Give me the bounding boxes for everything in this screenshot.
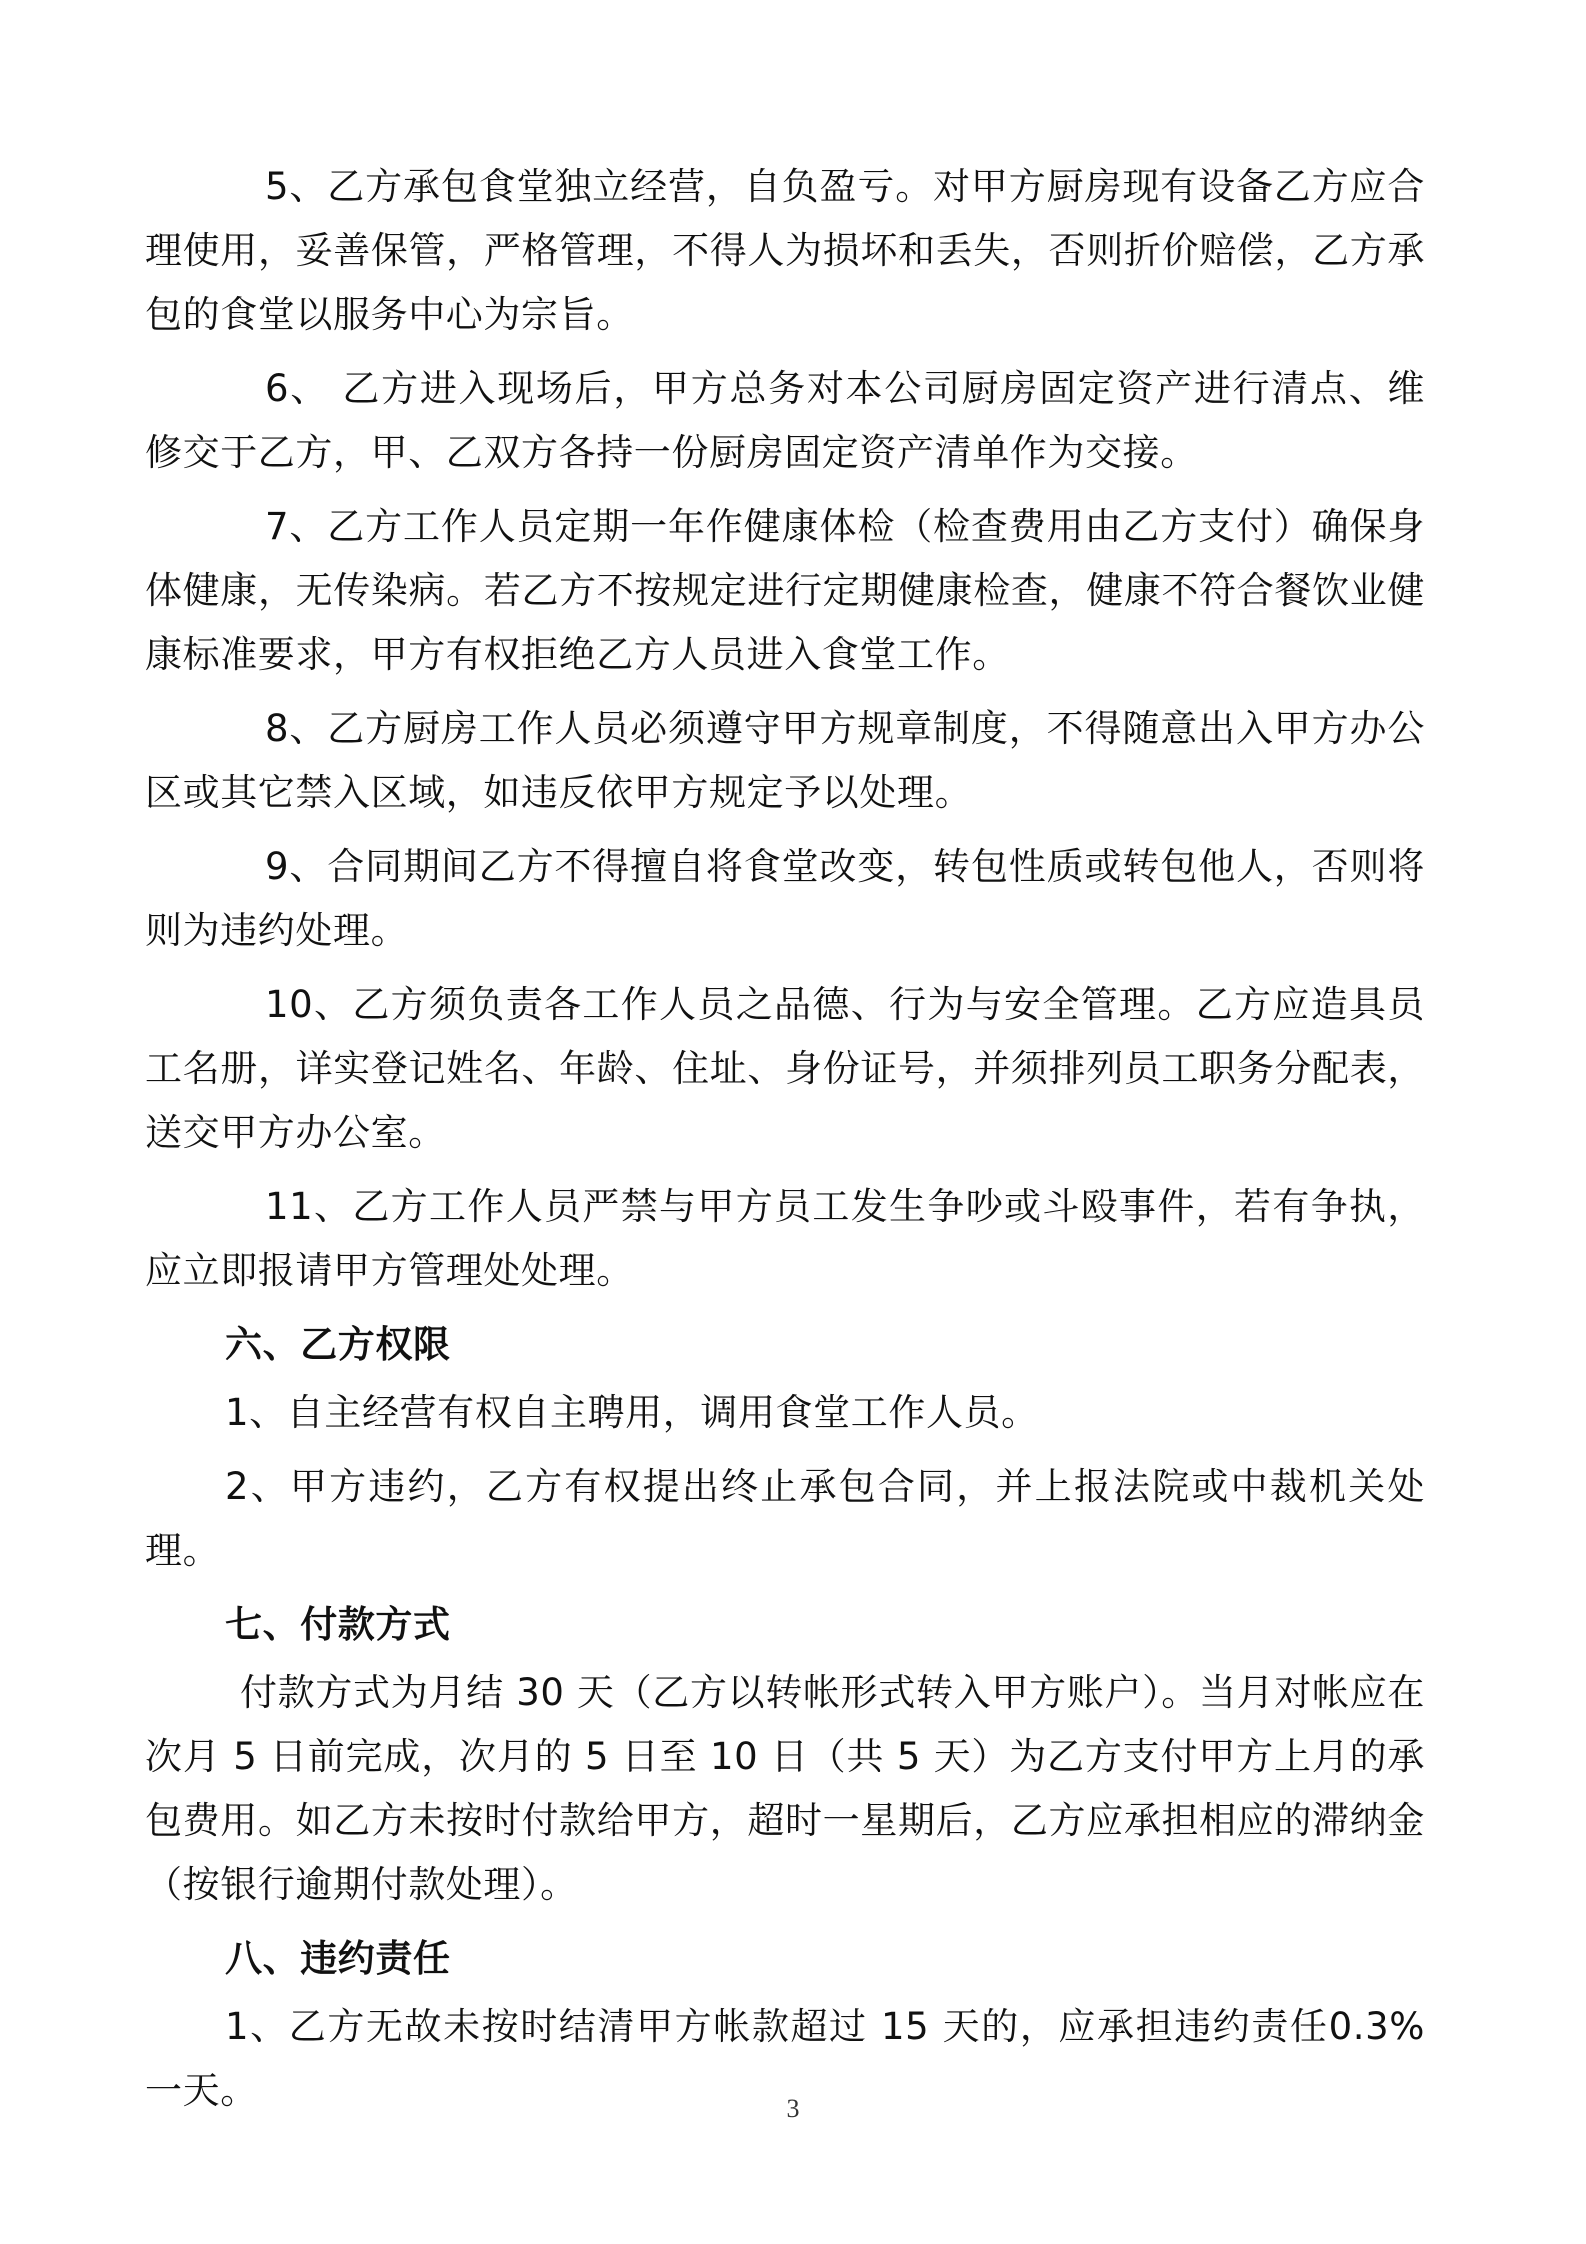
document-body (145, 155, 1425, 2133)
clause-6: 6、 乙方进入现场后，甲方总务对本公司厨房固定资产进行清点、维修交于乙方，甲、乙双方各持一份厨房固定资产清单作为交接。 (145, 367, 1425, 474)
clause-7: 7、乙方工作人员定期一年作健康体检（检查费用由乙方支付）确保身体健康，无传染病。若乙方不按规定进行定期健康检查，健康不符合餐饮业健康标准要求，甲方有权拒绝乙方人员进入食堂工作。 (145, 505, 1425, 676)
rights-item-1: 1、自主经营有权自主聘用，调用食堂工作人员。 (225, 1391, 1039, 1434)
clause-5: 5、乙方承包食堂独立经营，自负盈亏。对甲方厨房现有设备乙方应合理使用，妥善保管，严格管理，不得人为损坏和丢失，否则折价赔偿，乙方承包的食堂以服务中心为宗旨。 (145, 165, 1425, 336)
section-heading-liability: 八、违约责任 (225, 1937, 451, 1980)
section-heading-rights: 六、乙方权限 (225, 1323, 451, 1366)
section-heading-payment: 七、付款方式 (225, 1603, 451, 1646)
liability-item-1: 1、乙方无故未按时结清甲方帐款超过 15 天的，应承担违约责任0.3%一天。 (145, 2005, 1425, 2112)
clause-11: 11、乙方工作人员严禁与甲方员工发生争吵或斗殴事件，若有争执，应立即报请甲方管理处处理。 (145, 1185, 1425, 1292)
rights-item-2: 2、甲方违约，乙方有权提出终止承包合同，并上报法院或中裁机关处理。 (145, 1465, 1425, 1572)
clause-10: 10、乙方须负责各工作人员之品德、行为与安全管理。乙方应造具员工名册，详实登记姓名、年龄、住址、身份证号，并须排列员工职务分配表，送交甲方办公室。 (145, 983, 1425, 1154)
page-number: 3 (786, 2094, 800, 2123)
payment-terms: 付款方式为月结 30 天（乙方以转帐形式转入甲方账户）。当月对帐应在次月 5 日前完成，次月的 5 日至 10 日（共 5 天）为乙方支付甲方上月的承包费用。如乙方未按时付款给甲方，超时一星期后，乙方应承担相应的滞纳金（按银行逾期付款处理）。 (145, 1671, 1425, 1906)
clause-8: 8、乙方厨房工作人员必须遵守甲方规章制度，不得随意出入甲方办公区或其它禁入区域，如违反依甲方规定予以处理。 (145, 707, 1425, 814)
clause-9: 9、合同期间乙方不得擅自将食堂改变，转包性质或转包他人，否则将则为违约处理。 (145, 845, 1425, 952)
